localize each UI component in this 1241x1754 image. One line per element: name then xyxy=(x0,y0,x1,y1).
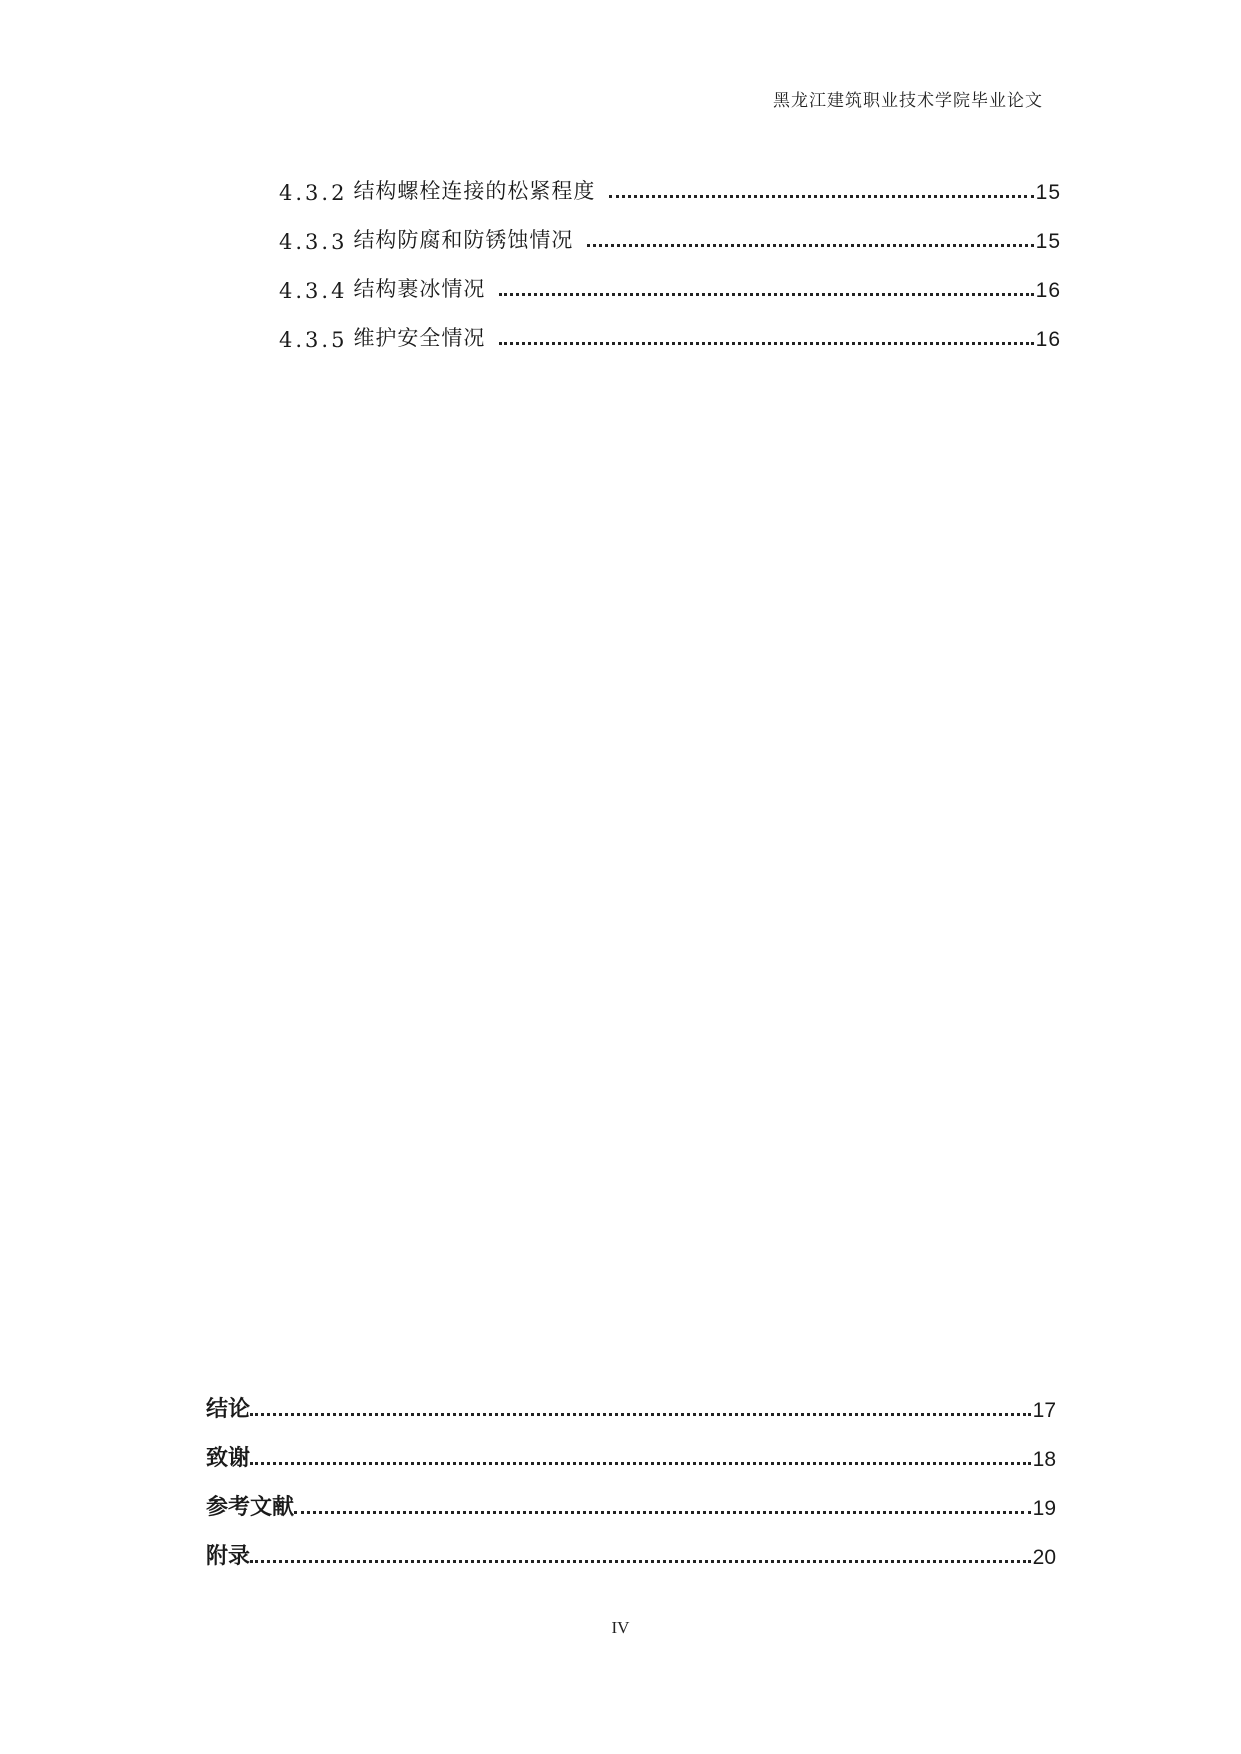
toc-entry-appendix[interactable] xyxy=(206,1521,1056,1570)
dot-leader xyxy=(499,293,1033,296)
running-header: 黑龙江建筑职业技术学院毕业论文 xyxy=(773,91,1043,111)
toc-entry-title: 维护安全情况 xyxy=(353,326,486,350)
toc-entry-title: 结构防腐和防锈蚀情况 xyxy=(353,228,574,252)
toc-entry-acknowledgements[interactable] xyxy=(206,1423,1056,1472)
toc-entry-page: 15 xyxy=(1035,181,1061,204)
toc-entry-title: 附录 xyxy=(206,1544,251,1569)
dot-leader xyxy=(250,1560,1031,1563)
toc-entry-title: 结构裹冰情况 xyxy=(353,277,486,301)
toc-entry-page: 20 xyxy=(1032,1546,1056,1569)
toc-entry-page: 17 xyxy=(1032,1399,1056,1422)
toc-chapter-list xyxy=(206,1374,1056,1570)
toc-entry-4-3-4[interactable] xyxy=(279,254,1061,303)
toc-entry-4-3-3[interactable] xyxy=(279,205,1061,254)
toc-entry-title: 参考文献 xyxy=(206,1495,295,1520)
toc-entry-page: 15 xyxy=(1035,230,1061,253)
toc-entry-page: 18 xyxy=(1032,1448,1056,1471)
toc-entry-title: 结论 xyxy=(206,1397,251,1422)
dot-leader xyxy=(609,195,1033,198)
dot-leader xyxy=(294,1511,1031,1514)
toc-entry-references[interactable] xyxy=(206,1472,1056,1521)
toc-entry-title: 结构螺栓连接的松紧程度 xyxy=(353,179,596,203)
toc-subsection-list xyxy=(279,156,1061,352)
dot-leader xyxy=(250,1462,1031,1465)
toc-entry-page: 16 xyxy=(1035,328,1061,351)
toc-entry-page: 16 xyxy=(1035,279,1061,302)
toc-entry-4-3-2[interactable] xyxy=(279,156,1061,205)
toc-entry-number: 4.3.2 xyxy=(279,181,348,205)
toc-entry-number: 4.3.4 xyxy=(279,279,348,303)
toc-entry-4-3-5[interactable] xyxy=(279,303,1061,352)
toc-entry-number: 4.3.3 xyxy=(279,230,348,254)
toc-entry-conclusion[interactable] xyxy=(206,1374,1056,1423)
dot-leader xyxy=(250,1413,1031,1416)
dot-leader xyxy=(499,342,1033,345)
page-number-footer: IV xyxy=(611,1618,630,1637)
toc-entry-number: 4.3.5 xyxy=(279,328,348,352)
toc-entry-page: 19 xyxy=(1032,1497,1056,1520)
dot-leader xyxy=(587,244,1033,247)
toc-entry-title: 致谢 xyxy=(206,1446,251,1471)
